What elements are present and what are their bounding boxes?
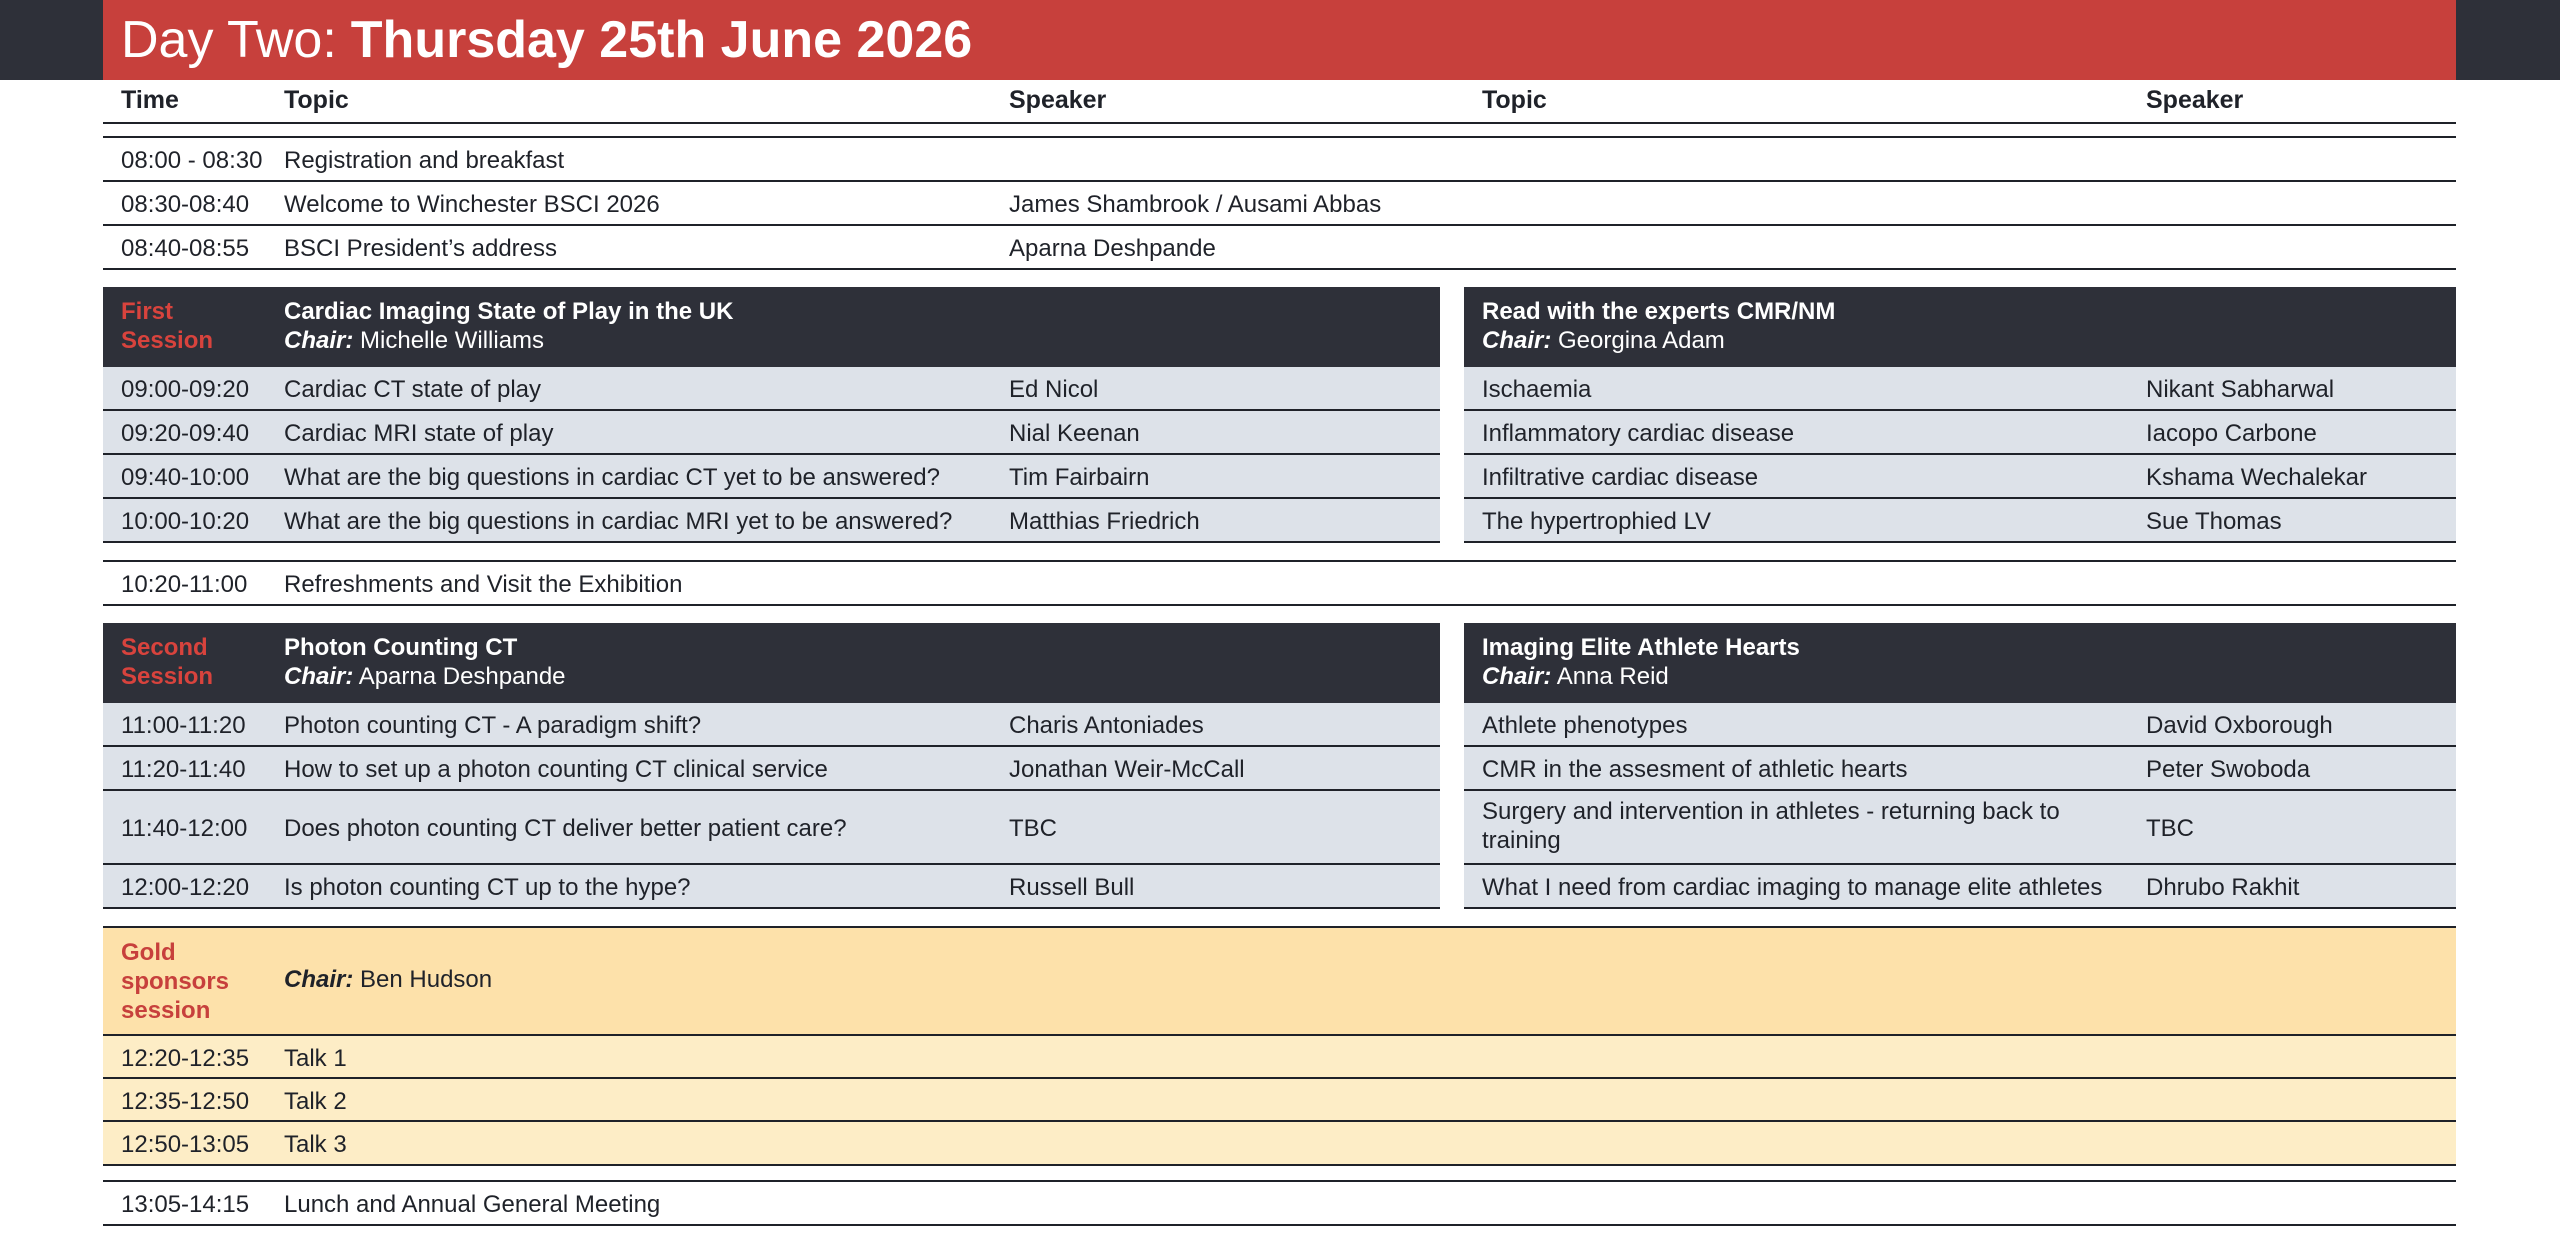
row-time: 12:50-13:05 — [121, 1131, 250, 1158]
row-speaker: Dhrubo Rakhit — [2146, 874, 2300, 901]
table-row — [103, 455, 1440, 499]
row-topic: Infiltrative cardiac disease — [1482, 464, 1759, 491]
row-topic: How to set up a photon counting CT clinical service — [284, 756, 828, 783]
row-topic: BSCI President’s address — [284, 235, 558, 262]
row-time: 09:00-09:20 — [121, 376, 250, 403]
session-2-right-chair: Chair: Anna Reid — [1482, 663, 1669, 690]
row-time: 11:20-11:40 — [121, 756, 246, 783]
table-row — [103, 367, 1440, 411]
table-row — [103, 182, 2456, 226]
row-topic: CMR in the assesment of athletic hearts — [1482, 756, 1908, 783]
row-topic: Ischaemia — [1482, 376, 1592, 403]
table-row — [1464, 367, 2456, 411]
row-speaker: James Shambrook / Ausami Abbas — [1009, 191, 1382, 218]
row-topic: What are the big questions in cardiac CT yet to be answered? — [284, 464, 940, 491]
row-speaker: Nikant Sabharwal — [2146, 376, 2335, 403]
gold-session-head — [103, 928, 2456, 1036]
table-row — [103, 1036, 2456, 1079]
row-speaker: Nial Keenan — [1009, 420, 1140, 447]
session-1-right-chair: Chair: Georgina Adam — [1482, 327, 1725, 354]
row-speaker: Jonathan Weir-McCall — [1009, 756, 1245, 783]
row-time: 11:00-11:20 — [121, 712, 246, 739]
session-2-label: Second Session — [121, 634, 214, 690]
row-topic: Athlete phenotypes — [1482, 712, 1688, 739]
row-topic: Cardiac CT state of play — [284, 376, 542, 403]
row-time: 08:30-08:40 — [121, 191, 250, 218]
row-speaker: Sue Thomas — [2146, 508, 2282, 535]
row-topic: Talk 1 — [284, 1045, 347, 1072]
row-topic: Photon counting CT - A paradigm shift? — [284, 712, 702, 739]
row-time: 11:40-12:00 — [121, 815, 248, 842]
row-time: 10:00-10:20 — [121, 508, 250, 535]
day-banner — [103, 0, 2456, 80]
header-topic-2: Topic — [1482, 86, 1547, 114]
row-topic: Is photon counting CT up to the hype? — [284, 874, 691, 901]
row-topic: Does photon counting CT deliver better patient care? — [284, 815, 847, 842]
table-header — [103, 80, 2456, 124]
table-row — [103, 865, 1440, 909]
banner-edge-left — [0, 0, 103, 80]
header-time: Time — [121, 86, 179, 114]
session-1-label: First Session — [121, 298, 214, 354]
row-speaker: Tim Fairbairn — [1009, 464, 1150, 491]
table-row — [103, 1079, 2456, 1122]
row-time: 12:00-12:20 — [121, 874, 250, 901]
table-row — [1464, 411, 2456, 455]
header-speaker: Speaker — [1009, 86, 1107, 114]
row-speaker: Matthias Friedrich — [1009, 508, 1200, 535]
gold-session-chair: Chair: Ben Hudson — [284, 966, 493, 993]
row-time: 12:20-12:35 — [121, 1045, 250, 1072]
row-speaker: Charis Antoniades — [1009, 712, 1204, 739]
session-2-left-title: Photon Counting CT — [284, 634, 518, 661]
row-time: 10:20-11:00 — [121, 571, 248, 598]
row-topic: Surgery and intervention in athletes - returning back to training — [1482, 798, 2060, 854]
row-topic: Talk 2 — [284, 1088, 347, 1115]
table-row — [103, 499, 1440, 543]
table-row — [1464, 499, 2456, 543]
row-time: 09:40-10:00 — [121, 464, 250, 491]
table-row — [103, 747, 1440, 791]
session-2-left-head — [103, 623, 1440, 703]
row-topic: What are the big questions in cardiac MRI yet to be answered? — [284, 508, 953, 535]
session-1-right-title: Read with the experts CMR/NM — [1482, 298, 1836, 325]
session-1-right-head — [1464, 287, 2456, 367]
row-speaker: Iacopo Carbone — [2146, 420, 2317, 447]
session-2-right-title: Imaging Elite Athlete Hearts — [1482, 634, 1800, 661]
row-topic: Refreshments and Visit the Exhibition — [284, 571, 683, 598]
row-topic: Talk 3 — [284, 1131, 347, 1158]
table-row — [103, 226, 2456, 270]
table-row — [1464, 455, 2456, 499]
session-1-left-head — [103, 287, 1440, 367]
row-topic: Cardiac MRI state of play — [284, 420, 554, 447]
session-2-right-head — [1464, 623, 2456, 703]
row-time: 09:20-09:40 — [121, 420, 250, 447]
row-speaker: David Oxborough — [2146, 712, 2333, 739]
table-row — [1464, 865, 2456, 909]
banner-date: Thursday 25th June 2026 — [350, 11, 973, 69]
session-1-left-chair: Chair: Michelle Williams — [284, 327, 545, 354]
row-speaker: TBC — [2146, 815, 2194, 842]
row-speaker: Ed Nicol — [1009, 376, 1099, 403]
banner-edge-right — [2456, 0, 2560, 80]
row-speaker: Kshama Wechalekar — [2146, 464, 2367, 491]
row-speaker: Aparna Deshpande — [1009, 235, 1216, 262]
header-speaker-2: Speaker — [2146, 86, 2244, 114]
row-topic: Inflammatory cardiac disease — [1482, 420, 1795, 447]
banner-prefix: Day Two: — [121, 11, 337, 69]
row-time: 08:40-08:55 — [121, 235, 250, 262]
row-topic: Registration and breakfast — [284, 147, 565, 174]
row-speaker: Peter Swoboda — [2146, 756, 2311, 783]
table-row — [1464, 791, 2456, 865]
row-topic: The hypertrophied LV — [1482, 508, 1712, 535]
table-row — [1464, 703, 2456, 747]
row-time: 08:00 - 08:30 — [121, 147, 263, 174]
lunch-row — [103, 1182, 2456, 1226]
break-row — [103, 562, 2456, 606]
table-row — [103, 791, 1440, 865]
row-time: 13:05-14:15 — [121, 1191, 250, 1218]
row-time: 12:35-12:50 — [121, 1088, 250, 1115]
row-speaker: TBC — [1009, 815, 1057, 842]
header-topic: Topic — [284, 86, 349, 114]
gold-session-label: Gold sponsors session — [121, 939, 230, 1024]
table-row — [103, 703, 1440, 747]
row-topic: Lunch and Annual General Meeting — [284, 1191, 661, 1218]
session-2-left-chair: Chair: Aparna Deshpande — [284, 663, 566, 690]
table-row — [103, 138, 2456, 182]
row-topic: Welcome to Winchester BSCI 2026 — [284, 191, 660, 218]
table-row — [103, 411, 1440, 455]
table-row — [103, 1122, 2456, 1166]
table-row — [1464, 747, 2456, 791]
session-1-left-title: Cardiac Imaging State of Play in the UK — [284, 298, 734, 325]
row-topic: What I need from cardiac imaging to manage elite athletes — [1482, 874, 2103, 901]
row-speaker: Russell Bull — [1009, 874, 1135, 901]
